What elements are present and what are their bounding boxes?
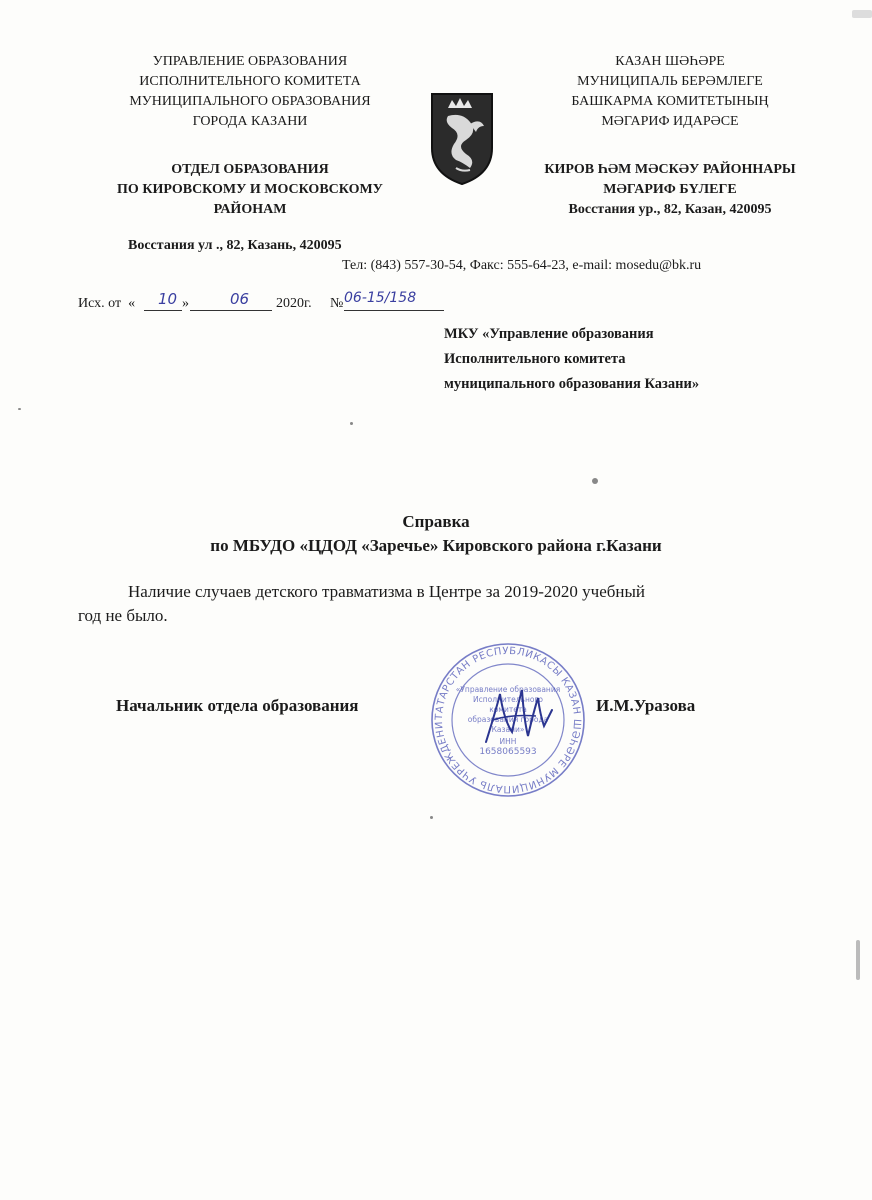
header-left-dept-line: ПО КИРОВСКОМУ И МОСКОВСКОМУ [117,182,383,197]
header-right-address: Восстания ур., 82, Казан, 420095 [568,202,772,217]
document-body-cont: год не было. [78,606,168,625]
stamp-inn: 1658065593 [479,747,537,757]
document-title: Справка [402,512,470,531]
signature-name: И.М.Уразова [596,696,696,715]
outgoing-number-label: № [330,296,344,311]
outgoing-month: 06 [230,290,250,308]
recipient-line: муниципального образования Казани» [444,376,700,392]
signature-position: Начальник отдела образования [116,696,359,715]
coat-of-arms [426,88,498,188]
header-left-org-line: МУНИЦИПАЛЬНОГО ОБРАЗОВАНИЯ [129,94,371,109]
header-right-org-line: КАЗАН ШӘҺӘРЕ [615,54,725,69]
stamp-inner-line: Исполнительного [472,695,544,704]
header-right-dept-line: МӘГАРИФ БҮЛЕГЕ [603,182,737,197]
stamp-inner-line: Казани» [491,725,525,734]
header-left-dept [80,160,420,220]
document-subtitle: по МБУДО «ЦДОД «Заречье» Кировского района г.Казани [210,536,662,555]
header-left-org-line: ГОРОДА КАЗАНИ [192,114,308,129]
stamp-inner-line: комитета [489,705,527,714]
recipient-line: Исполнительного комитета [444,351,626,367]
outgoing-number: 06-15/158 [344,290,417,306]
outgoing-prefix: Исх. от « [78,296,136,311]
header-left-org-line: УПРАВЛЕНИЕ ОБРАЗОВАНИЯ [152,54,348,69]
handwritten-signature [478,680,558,750]
header-left-org-line: ИСПОЛНИТЕЛЬНОГО КОМИТЕТА [139,74,361,89]
recipient-line: МКУ «Управление образования [444,326,654,342]
contacts: Тел: (843) 557-30-54, Факс: 555-64-23, e-mail: mosedu@bk.ru [342,258,702,273]
outgoing-close-quote: » [182,296,189,311]
stamp-outer-text: ТАТАРСТАН РЕСПУБЛИКАСЫ КАЗАН ШӘҺӘРЕ МУНИЦИПАЛЬ УЧРЕЖДЕНИ [433,645,583,795]
outgoing-year: 2020г. [276,296,312,311]
header-left-org [80,52,420,132]
header-right-dept-line: КИРОВ ҺӘМ МӘСКӘУ РАЙОННАРЫ [544,162,796,177]
header-left-dept-line: ОТДЕЛ ОБРАЗОВАНИЯ [171,162,329,177]
stamp-inner-line: «Управление образования [455,685,561,694]
header-right-org-line: БАШКАРМА КОМИТЕТЫНЫҢ [571,94,769,109]
stamp-inner-line: образования города [467,715,549,724]
header-right-org-line: МӘГАРИФ ИДАРӘСЕ [601,114,739,129]
stamp-inn-label: ИНН [499,737,517,746]
recipient [444,322,699,397]
kazan-emblem-icon [426,88,498,188]
header-left-address: Восстания ул ., 82, Казань, 420095 [128,238,342,253]
outgoing-day: 10 [158,290,178,308]
header-right-org-line: МУНИЦИПАЛЬ БЕРӘМЛЕГЕ [577,74,763,89]
header-right-org [520,52,820,132]
header-left-dept-line: РАЙОНАМ [213,202,287,217]
body-line: Наличие случаев детского травматизма в Центре за 2019-2020 учебный [128,582,646,601]
header-right-dept [510,160,830,220]
outgoing-ref [78,290,498,318]
signature-scribble-icon [478,680,558,750]
document-body [128,580,645,604]
